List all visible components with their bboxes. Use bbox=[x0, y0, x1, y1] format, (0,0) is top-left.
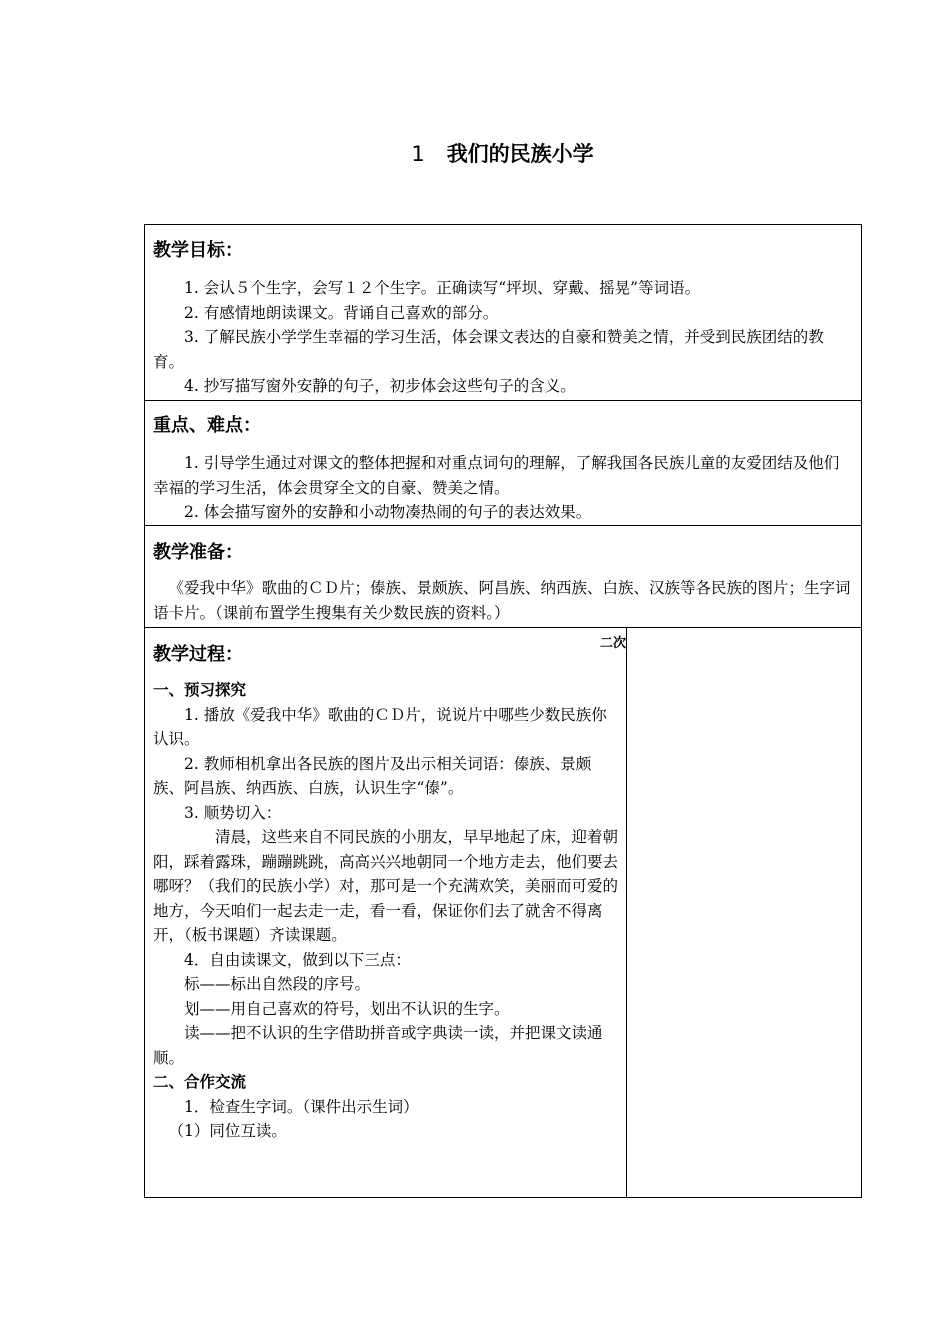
process-paragraph: 1. 播放《爱我中华》歌曲的ＣＤ片，说说片中哪些少数民族你认识。 bbox=[153, 705, 607, 748]
preparation-section bbox=[145, 526, 861, 628]
lesson-title: 我们的民族小学 bbox=[446, 142, 594, 166]
preparation-text: 《爱我中华》歌曲的ＣＤ片；傣族、景颇族、阿昌族、纳西族、白族、汉族等各民族的图片；生字词语卡片。（课前布置学生搜集有关少数民族的资料。） bbox=[153, 579, 851, 622]
lesson-number: 1 bbox=[411, 142, 425, 166]
process-paragraph: 1．检查生字词。（课件出示生词） bbox=[184, 1097, 419, 1116]
process-paragraph: 划——用自己喜欢的符号，划出不认识的生字。 bbox=[184, 999, 510, 1018]
objectives-heading: 教学目标： bbox=[153, 240, 243, 261]
document-title bbox=[0, 138, 950, 168]
process-main-column bbox=[145, 628, 627, 1197]
process-heading: 教学过程： bbox=[153, 644, 243, 665]
objective-item: 4. 抄写描写窗外安静的句子，初步体会这些句子的含义。 bbox=[184, 377, 576, 395]
process-section bbox=[145, 628, 861, 1197]
objective-item: 2. 有感情地朗读课文。背诵自己喜欢的部分。 bbox=[184, 303, 499, 322]
part2-title: 二、合作交流 bbox=[153, 1073, 247, 1091]
process-paragraph: （1）同位互读。 bbox=[168, 1122, 287, 1140]
process-paragraph: 标——标出自然段的序号。 bbox=[184, 975, 371, 993]
key-points-section bbox=[145, 401, 861, 526]
lesson-plan-table bbox=[144, 224, 862, 1198]
objective-item: 3. 了解民族小学学生幸福的学习生活，体会课文表达的自豪和赞美之情，并受到民族团结的教育。 bbox=[153, 328, 824, 371]
process-paragraph: 读——把不认识的生字借助拼音或字典读一读，并把课文读通顺。 bbox=[153, 1024, 603, 1067]
objectives-section bbox=[145, 225, 861, 401]
key-points-heading: 重点、难点： bbox=[153, 415, 261, 436]
key-point-item: 1. 引导学生通过对课文的整体把握和对重点词句的理解，了解我国各民族儿童的友爱团结及他们幸福的学习生活，体会贯穿全文的自豪、赞美之情。 bbox=[153, 454, 840, 497]
process-paragraph: 清晨，这些来自不同民族的小朋友，早早地起了床，迎着朝阳，踩着露珠，蹦蹦跳跳，高高兴兴地朝同一个地方走去，他们要去哪呀？（我们的民族小学）对，那可是一个充满欢笑，美丽而可爱的地方，今天咱们一起去走一走，看一看，保证你们去了就舍不得离开，（板书课题）齐读课题。 bbox=[153, 828, 619, 944]
part1-title: 一、预习探究 bbox=[153, 681, 247, 699]
process-paragraph: 2. 教师相机拿出各民族的图片及出示相关词语：傣族、景颇族、阿昌族、纳西族、白族，认识生字“傣”。 bbox=[153, 754, 592, 797]
preparation-heading: 教学准备： bbox=[153, 542, 243, 563]
key-point-item: 2. 体会描写窗外的安静和小动物凑热闹的句子的表达效果。 bbox=[184, 503, 592, 521]
side-note: 二次 bbox=[599, 636, 626, 651]
process-paragraph: 4．自由读课文，做到以下三点： bbox=[184, 950, 411, 969]
objective-item: 1. 会认５个生字，会写１２个生字。正确读写“坪坝、穿戴、摇晃”等词语。 bbox=[184, 279, 701, 297]
process-paragraph: 3. 顺势切入： bbox=[184, 803, 282, 822]
